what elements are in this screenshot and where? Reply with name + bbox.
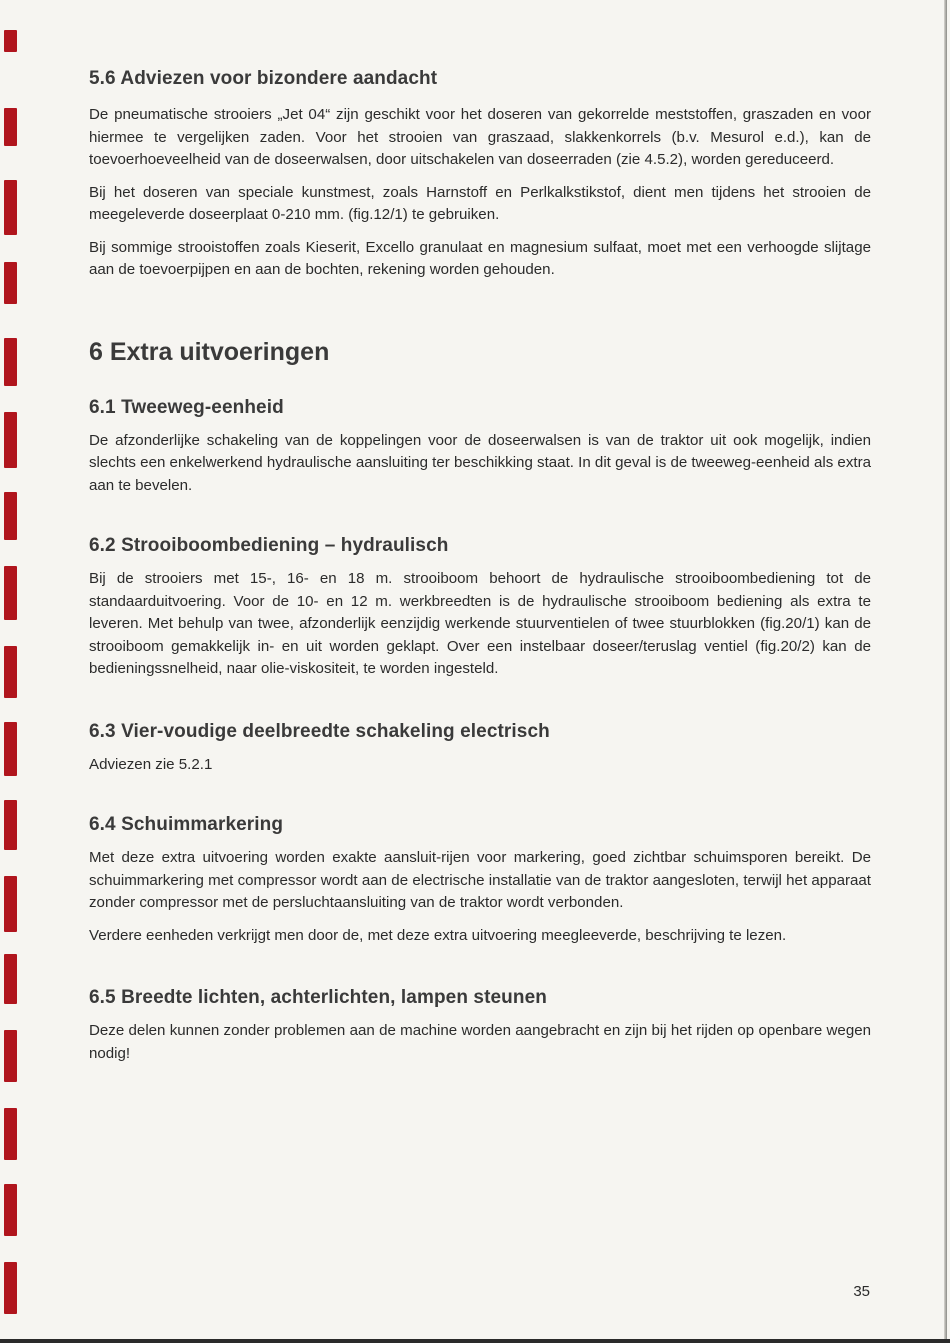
- section-title: 5.6 Adviezen voor bizondere aandacht: [89, 68, 438, 89]
- binding-mark: [4, 1108, 17, 1160]
- page-edge-shadow: [944, 0, 947, 1343]
- spiral-binding-marks: [0, 0, 30, 1343]
- section-6-4: [89, 814, 871, 947]
- chapter-title: 6 Extra uitvoeringen: [89, 337, 330, 366]
- binding-mark: [4, 492, 17, 540]
- binding-mark: [4, 412, 17, 468]
- binding-mark: [4, 262, 17, 304]
- paragraph: Bij de strooiers met 15-, 16- en 18 m. strooiboom behoort de hydraulische strooiboombediening tot de standaarduitvoering. Voor de 10- en 12 m. werkbreedten is de hydraulische strooiboom bediening als extra te leveren. Met behulp van twee, afzonderlijk eenzijdig werkende stuurventielen of twee stuurblokken (fig.20/1) kan de strooiboom gemakkelijk in- en uit worden geklapt. Over een instelbaar doseer/teruslag ventiel (fig.20/2) kan de bedieningssnelheid, naar olie-viskositeit, te worden ingesteld.: [89, 570, 871, 677]
- section-title: 6.1 Tweeweg-eenheid: [89, 396, 284, 418]
- section-6-2: [89, 535, 871, 681]
- paragraph: Verdere eenheden verkrijgt men door de, met deze extra uitvoering meegleeverde, beschrijving te lezen.: [89, 926, 787, 944]
- paragraph: De afzonderlijke schakeling van de koppelingen voor de doseerwalsen is van de traktor uit ook mogelijk, indien slechts een enkelwerkend hydraulische aansluiting ter beschikking staat. In dit geval is de tweeweg-eenheid als extra aan te bevelen.: [89, 431, 871, 494]
- paragraph: Met deze extra uitvoering worden exakte aansluit-rijen voor markering, goed zichtbar schuimsporen bereikt. De schuimmarkering met compressor wordt aan de electrische installatie van de traktor aangesloten, terwijl het apparaat zonder compressor met de persluchtaansluiting van de traktor wordt verbonden.: [89, 849, 871, 911]
- paragraph: Deze delen kunnen zonder problemen aan de machine worden aangebracht en zijn bij het rijden op openbare wegen nodig!: [89, 1022, 871, 1062]
- section-title: 6.4 Schuimmarkering: [89, 814, 284, 835]
- paragraph: De pneumatische strooiers „Jet 04“ zijn geschikt voor het doseren van gekorrelde meststoffen, graszaden en voor hiermee te vergelijken zaden. Voor het strooien van graszaad, slakkenkorrels (b.v. Mesurol e.d.), kan de toevoerhoeveelheid van de doseerwalsen, door uitschakelen van doseerraden (zie 4.5.2), worden gereduceerd.: [89, 106, 871, 168]
- binding-mark: [4, 800, 17, 850]
- binding-mark: [4, 566, 17, 620]
- binding-mark: [4, 30, 17, 52]
- section-6-3: [89, 721, 871, 777]
- binding-mark: [4, 722, 17, 776]
- paragraph: Adviezen zie 5.2.1: [89, 755, 213, 773]
- binding-mark: [4, 1184, 17, 1236]
- binding-mark: [4, 1262, 17, 1314]
- section-5-6: [89, 68, 871, 282]
- binding-mark: [4, 338, 17, 386]
- binding-mark: [4, 954, 17, 1004]
- section-title: 6.5 Breedte lichten, achterlichten, lampen steunen: [89, 987, 547, 1008]
- binding-mark: [4, 876, 17, 932]
- paragraph: Bij het doseren van speciale kunstmest, zoals Harnstoff en Perlkalkstikstof, dient men tijdens het strooien de meegeleverde doseerplaat 0-210 mm. (fig.12/1) te gebruiken.: [89, 183, 871, 223]
- page-bottom-edge: [0, 1339, 950, 1343]
- binding-mark: [4, 646, 17, 698]
- section-6-5: [89, 987, 871, 1065]
- section-title: 6.3 Vier-voudige deelbreedte schakeling electrisch: [89, 720, 550, 742]
- page-number: 35: [853, 1283, 870, 1300]
- binding-mark: [4, 108, 17, 146]
- page-content: [89, 68, 871, 1065]
- binding-mark: [4, 180, 17, 235]
- paragraph: Bij sommige strooistoffen zoals Kieserit, Excello granulaat en magnesium sulfaat, moet met een verhoogde slijtage aan de toevoerpijpen en aan de bochten, rekening worden gehouden.: [89, 238, 871, 278]
- section-title: 6.2 Strooiboombediening – hydraulisch: [89, 535, 449, 556]
- section-6-1: [89, 397, 871, 498]
- binding-mark: [4, 1030, 17, 1082]
